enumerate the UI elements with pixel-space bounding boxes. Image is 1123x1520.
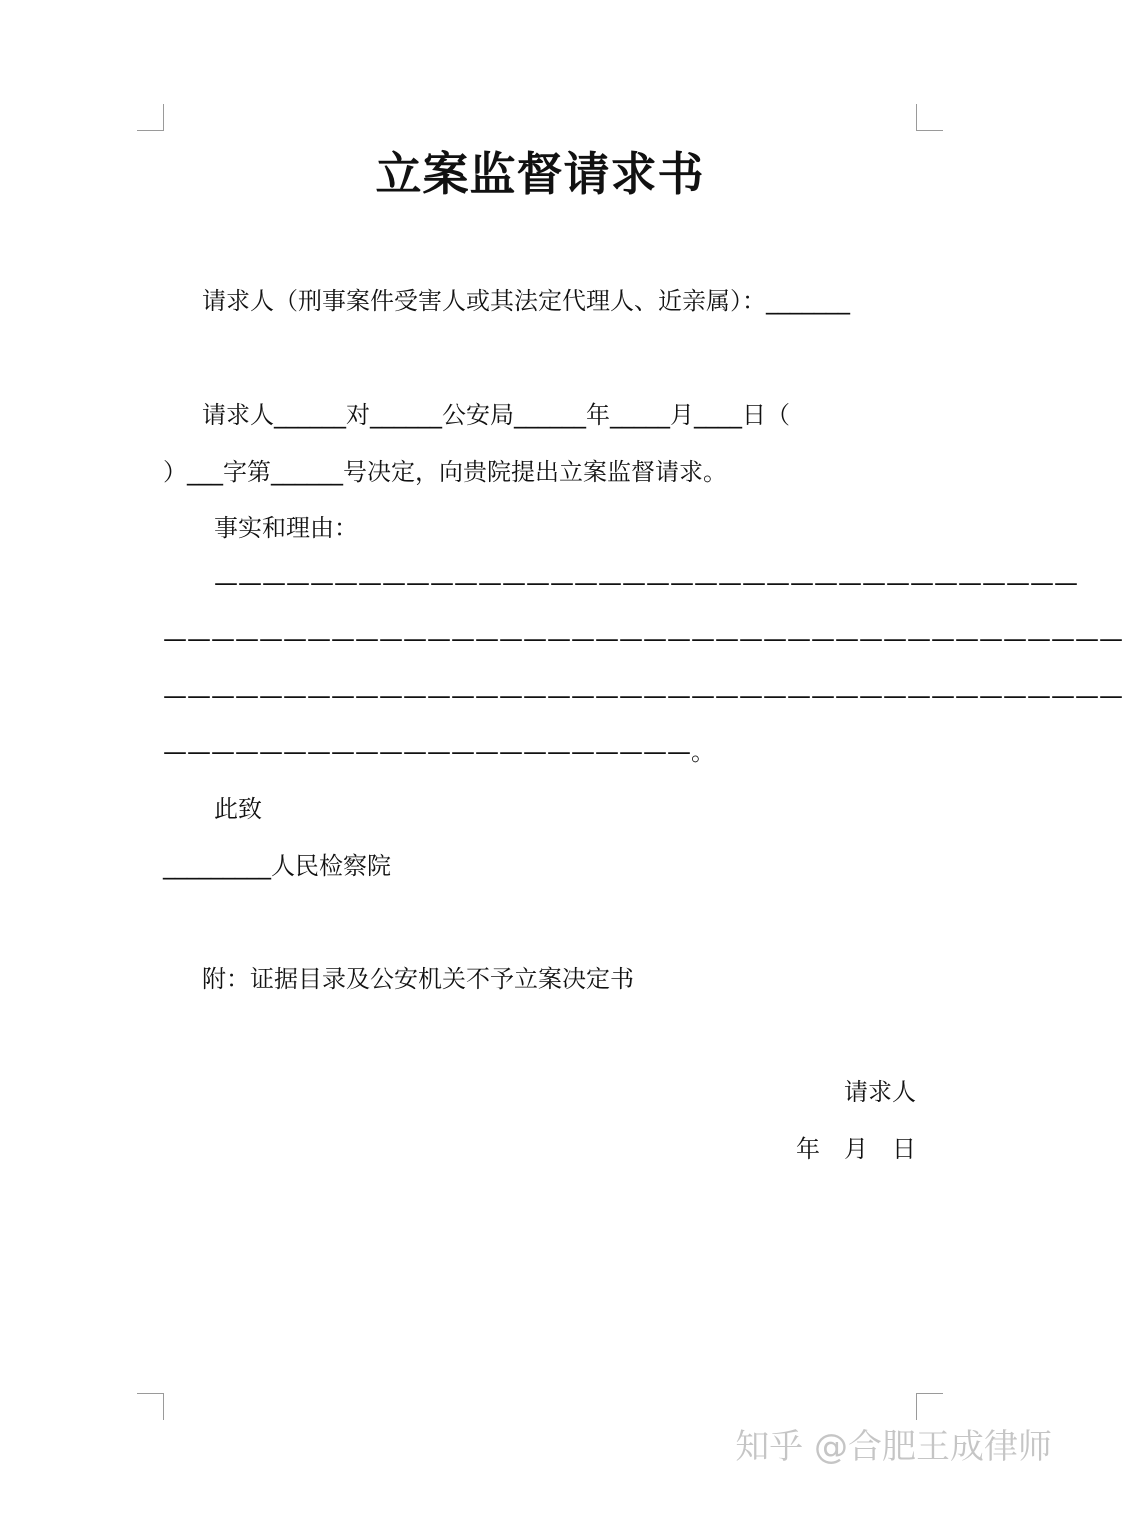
facts-line-1: ———————————————————————————————————— [214,569,1078,597]
facts-heading: 事实和理由： [214,514,358,542]
salutation: 此致 [214,795,262,823]
watermark: 知乎 @合肥王成律师 [735,1427,1052,1467]
facts-line-3: ———————————————————————————————————————— [163,682,1123,710]
attachment-line: 附：证据目录及公安机关不予立案决定书 [202,965,634,993]
procuratorate-line: _________人民检察院 [163,852,391,880]
crop-mark-bottom-left [137,1393,164,1420]
facts-line-4: ——————————————————————。 [163,738,715,766]
requester-line: 请求人（刑事案件受害人或其法定代理人、近亲属）：_______ [202,287,850,315]
date-line: 年 月 日 [796,1135,916,1163]
request-line-a: 请求人______对______公安局______年_____月____日（ [202,401,790,429]
crop-mark-top-left [137,104,164,131]
crop-mark-bottom-right [916,1393,943,1420]
signer-label: 请求人 [844,1078,916,1106]
document-title: 立案监督请求书 [375,147,705,201]
request-line-b: ）___字第______号决定，向贵院提出立案监督请求。 [163,458,727,486]
crop-mark-top-right [916,104,943,131]
facts-line-2: ———————————————————————————————————————— [163,625,1123,653]
